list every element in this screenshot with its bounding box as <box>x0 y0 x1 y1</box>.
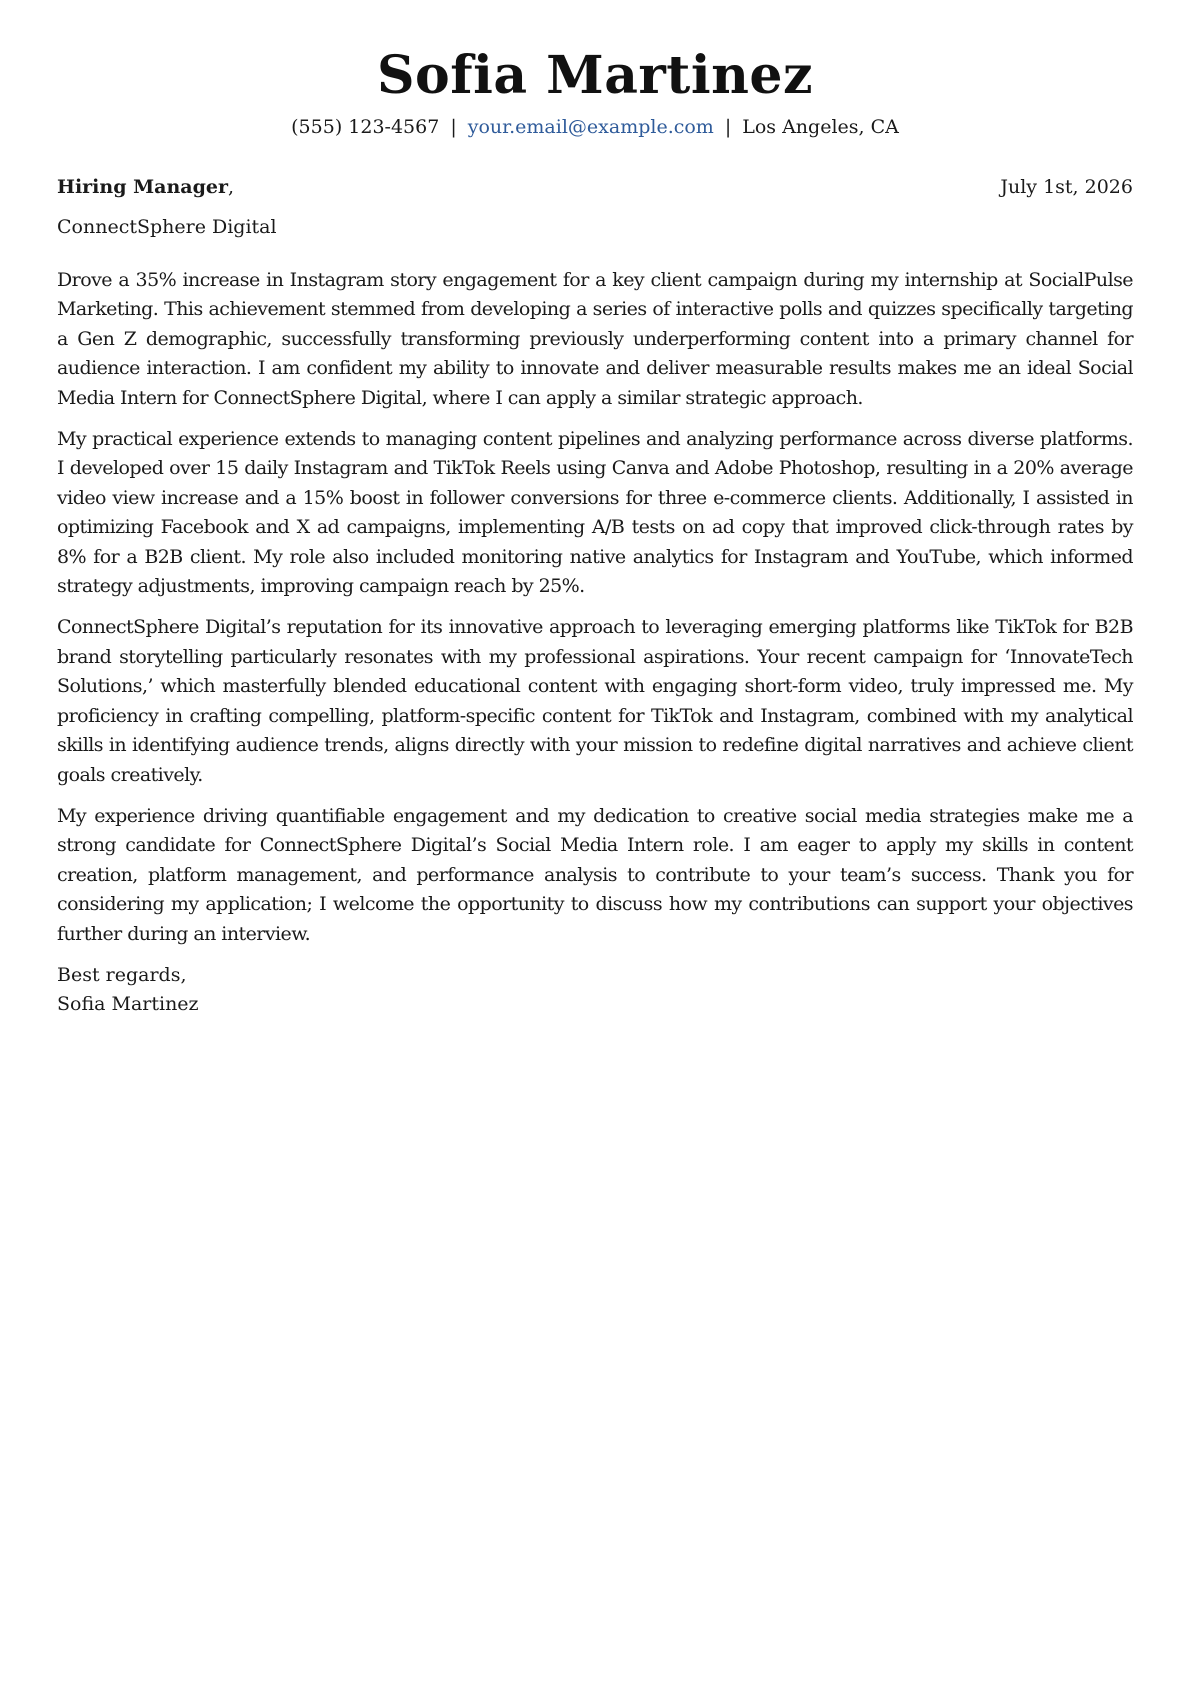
body-paragraph: My experience driving quantifiable engagement and my dedication to creative social media strategies make me a strong candidate for ConnectSphere Digital’s Social Media Intern role. I am eager to apply my skills in content creation, platform management, and performance analysis to contribute to your team’s success. Thank you for considering my application; I welcome the opportunity to discuss how my contributions can support your objectives further during an interview. <box>57 804 1133 945</box>
body-paragraph: My practical experience extends to managing content pipelines and analyzing performance across diverse platforms. I developed over 15 daily Instagram and TikTok Reels using Canva and Adobe Photoshop, resulting in a 20% average video view increase and a 15% boost in follower conversions for three e-commerce clients. Additionally, I assisted in optimizing Facebook and X ad campaigns, implementing A/B tests on ad copy that improved click-through rates by 8% for a B2B client. My role also included monitoring native analytics for Instagram and YouTube, which informed strategy adjustments, improving campaign reach by 25%. <box>57 428 1133 598</box>
phone-number: (555) 123-4567 <box>291 116 440 138</box>
location: Los Angeles, CA <box>742 116 899 138</box>
recipient-name-suffix: , <box>227 176 235 198</box>
applicant-name: Sofia Martinez <box>377 45 813 106</box>
contact-line <box>57 114 1133 140</box>
letter-header <box>57 0 1133 140</box>
contact-separator: | <box>450 116 457 138</box>
body-paragraph: Drove a 35% increase in Instagram story engagement for a key client campaign during my internship at SocialPulse Marketing. This achievement stemmed from developing a series of interactive polls and quizzes specifically targeting a Gen Z demographic, successfully transforming previously underperforming content into a primary channel for audience interaction. I am confident my ability to innovate and deliver measurable results makes me an ideal Social Media Intern for ConnectSphere Digital, where I can apply a similar strategic approach. <box>57 269 1133 409</box>
contact-separator: | <box>724 116 732 138</box>
body-paragraph: ConnectSphere Digital’s reputation for its innovative approach to leveraging emerging platforms like TikTok for B2B brand storytelling particularly resonates with my professional aspirations. Your recent campaign for ‘InnovateTech Solutions,’ which masterfully blended educational content with engaging short-form video, truly impressed me. My proficiency in crafting compelling, platform-specific content for TikTok and Instagram, combined with my analytical skills in identifying audience trends, aligns directly with your mission to redefine digital narratives and achieve client goals creatively. <box>57 616 1133 786</box>
recipient-row <box>57 174 1133 200</box>
recipient-name: Hiring Manager <box>57 176 228 198</box>
letter-closing <box>57 961 1133 1020</box>
recipient-salutation <box>57 174 234 200</box>
closing-salutation: Best regards, <box>57 963 187 986</box>
closing-signature: Sofia Martinez <box>57 993 199 1016</box>
letter-date: July 1st, 2026 <box>1000 176 1133 198</box>
email-link[interactable]: your.email@example.com <box>467 116 714 138</box>
recipient-company: ConnectSphere Digital <box>57 216 277 238</box>
letter-body <box>57 266 1133 949</box>
